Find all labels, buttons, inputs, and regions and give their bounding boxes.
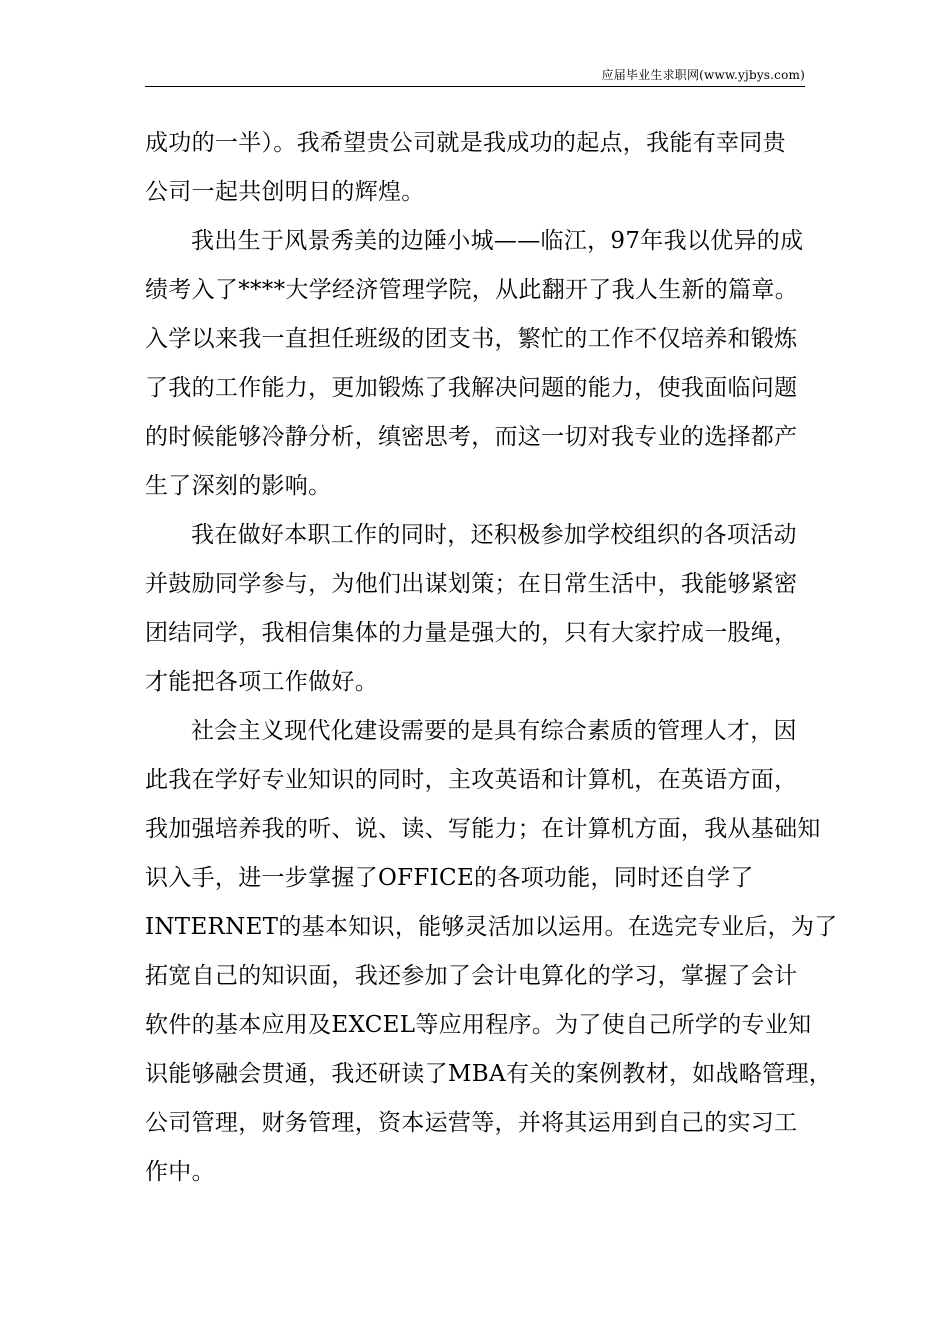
paragraph-4 <box>145 707 838 1197</box>
page-header <box>145 66 805 87</box>
text-line: 此我在学好专业知识的同时，主攻英语和计算机，在英语方面， <box>145 767 798 793</box>
paragraph-2 <box>145 217 809 511</box>
text-line: 入学以来我一直担任班级的团支书，繁忙的工作不仅培养和锻炼 <box>145 326 798 352</box>
text-line: 软件的基本应用及EXCEL等应用程序。为了使自己所学的专业知 <box>145 1012 812 1038</box>
text-line: 公司管理，财务管理，资本运营等，并将其运用到自己的实习工 <box>145 1110 798 1136</box>
text-line: 团结同学，我相信集体的力量是强大的，只有大家拧成一股绳， <box>145 620 798 646</box>
text-line: 识能够融会贯通，我还研读了MBA有关的案例教材，如战略管理， <box>145 1061 833 1087</box>
text-line: 并鼓励同学参与，为他们出谋划策；在日常生活中，我能够紧密 <box>145 571 798 597</box>
text-line: 我在做好本职工作的同时，还积极参加学校组织的各项活动 <box>191 522 797 548</box>
text-line: 生了深刻的影响。 <box>145 473 332 499</box>
paragraph-3 <box>145 511 809 707</box>
text-line: 社会主义现代化建设需要的是具有综合素质的管理人才，因 <box>191 718 797 744</box>
text-line: 我加强培养我的听、说、读、写能力；在计算机方面，我从基础知 <box>145 816 821 842</box>
header-site-text: 应届毕业生求职网(www.yjbys.com) <box>601 68 805 82</box>
paragraph-1 <box>145 119 809 217</box>
text-line: 公司一起共创明日的辉煌。 <box>145 179 425 205</box>
text-line: 我出生于风景秀美的边陲小城——临江，97年我以优异的成 <box>191 228 804 254</box>
text-line: 拓宽自己的知识面，我还参加了会计电算化的学习，掌握了会计 <box>145 963 798 989</box>
document-body <box>145 119 838 1197</box>
text-line: 绩考入了****大学经济管理学院，从此翻开了我人生新的篇章。 <box>145 277 798 303</box>
text-line: 的时候能够冷静分析，缜密思考，而这一切对我专业的选择都产 <box>145 424 798 450</box>
text-line: 了我的工作能力，更加锻炼了我解决问题的能力，使我面临问题 <box>145 375 798 401</box>
text-line: INTERNET的基本知识，能够灵活加以运用。在选完专业后，为了 <box>145 914 838 940</box>
text-line: 识入手，进一步掌握了OFFICE的各项功能，同时还自学了 <box>145 865 754 891</box>
text-line: 才能把各项工作做好。 <box>145 669 378 695</box>
text-line: 成功的一半）。我希望贵公司就是我成功的起点，我能有幸同贵 <box>145 130 786 156</box>
text-line: 作中。 <box>145 1159 215 1185</box>
